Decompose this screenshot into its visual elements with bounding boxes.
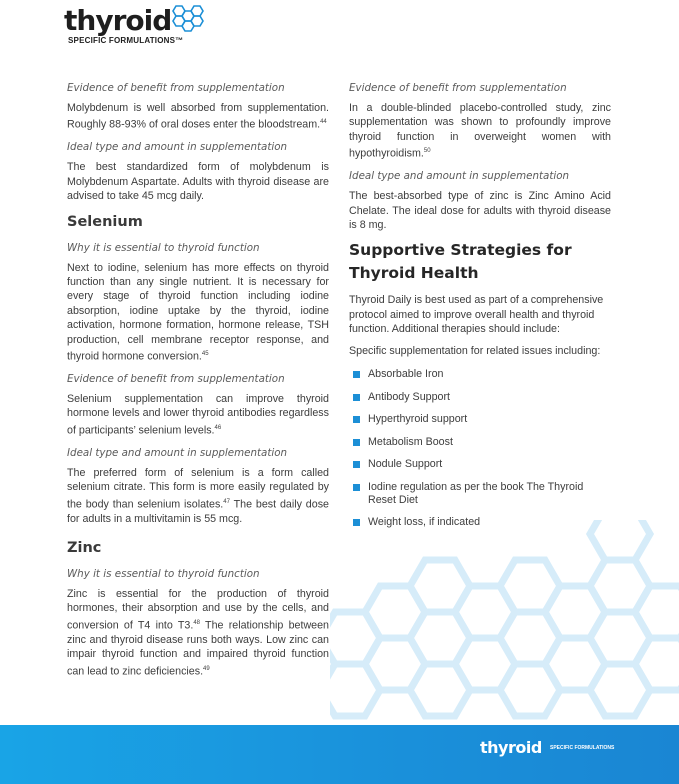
list-item: Hyperthyroid support	[349, 413, 611, 426]
section-heading-strategies: Supportive Strategies for Thyroid Health	[349, 241, 572, 283]
subheading: Evidence of benefit from supplementation	[349, 82, 567, 94]
left-column	[67, 80, 329, 686]
footer-band	[0, 725, 679, 784]
paragraph: Specific supplementation for related issues including:	[349, 344, 601, 357]
list-item: Weight loss, if indicated	[349, 516, 611, 529]
paragraph: Zinc is essential for the production of thyroid hormones, their absorption and use by the cells, and conversion of T4 into T3.48 The relationship between zinc and thyroid disease runs both ways. Low zinc can impair thyroid function and impaired thyroid function can lead to zinc deficiencies.$^{49}$	[67, 587, 329, 678]
paragraph: Thyroid Daily is best used as part of a comprehensive protocol aimed to improve overall health and thyroid function. Additional therapies should include:	[349, 294, 604, 336]
subheading: Ideal type and amount in supplementation	[349, 170, 570, 183]
footer-logo-tagline: SPECIFIC FORMULATIONS	[550, 745, 615, 751]
logo-tagline: SPECIFIC FORMULATIONS™	[68, 36, 184, 45]
citation: 49	[203, 665, 210, 672]
hexagon-molecule-icon	[168, 3, 208, 37]
paragraph: In a double-blinded placebo-controlled study, zinc supplementation was shown to profoundly improve thyroid function in overweight women with hypothyroidism.$^{50}$	[349, 102, 611, 160]
subheading: Evidence of benefit from supplementation	[67, 373, 285, 385]
bullet-list	[349, 368, 611, 529]
list-item: Antibody Support	[349, 391, 611, 404]
paragraph: Next to iodine, selenium has more effects on thyroid function than any single nutrient. It is necessary for every stage of thyroid function including iodine absorption, iodine uptake by the thyroid, iodine activation, hormone formation, hormone release, TSH production, cell membrane receptor response, and thyroid hormone conversion.$^{45}$	[67, 261, 329, 363]
square-bullet-icon	[353, 461, 360, 468]
list-item: Nodule Support	[349, 458, 611, 471]
citation: 44	[320, 119, 327, 126]
section-heading-zinc: Zinc	[67, 539, 102, 556]
square-bullet-icon	[353, 371, 360, 378]
paragraph: The best-absorbed type of zinc is Zinc Amino Acid Chelate. The ideal dose for adults with thyroid disease is 8 mg.	[349, 190, 611, 231]
citation: 47	[223, 498, 230, 505]
citation: 50	[423, 148, 431, 155]
square-bullet-icon	[353, 484, 360, 491]
right-column	[349, 80, 611, 539]
logo-wordmark: thyroid	[64, 4, 172, 37]
paragraph: Selenium supplementation can improve thyroid hormone levels and lower thyroid antibodies regardless of participants’ selenium levels.$^{46}$	[67, 393, 329, 437]
footer-logo-wordmark: thyroid	[480, 738, 542, 757]
citation: 48	[193, 619, 200, 626]
subheading: Evidence of benefit from supplementation	[67, 82, 285, 94]
paragraph: The best standardized form of molybdenum is Molybdenum Aspartate. Adults with thyroid disease are advised to take 45 mcg daily.	[67, 161, 329, 203]
subheading: Ideal type and amount in supplementation	[67, 141, 288, 154]
subheading: Why it is essential to thyroid function	[67, 567, 260, 580]
list-item: Absorbable Iron	[349, 368, 611, 381]
square-bullet-icon	[353, 439, 360, 446]
section-heading-selenium: Selenium	[67, 213, 143, 230]
citation: 46	[214, 424, 222, 431]
square-bullet-icon	[353, 416, 360, 423]
list-item: Metabolism Boost	[349, 436, 611, 449]
citation: 45	[201, 351, 209, 358]
subheading: Ideal type and amount in supplementation	[67, 446, 288, 459]
square-bullet-icon	[353, 394, 360, 401]
list-item: Iodine regulation as per the book The Thyroid Reset Diet	[349, 481, 611, 507]
subheading: Why it is essential to thyroid function	[67, 241, 260, 254]
brand-logo	[64, 3, 224, 51]
paragraph: The preferred form of selenium is a form called selenium citrate. This form is more easily regulated by the body than selenium isolates.$^{47}$ The best daily dose for adults in a multivitamin is 55 mcg.	[67, 466, 329, 525]
paragraph: Molybdenum is well absorbed from supplementation. Roughly 88-93% of oral doses enter the bloodstream.$^{44}$	[67, 102, 329, 131]
hexagon-pattern-decoration	[330, 520, 679, 725]
